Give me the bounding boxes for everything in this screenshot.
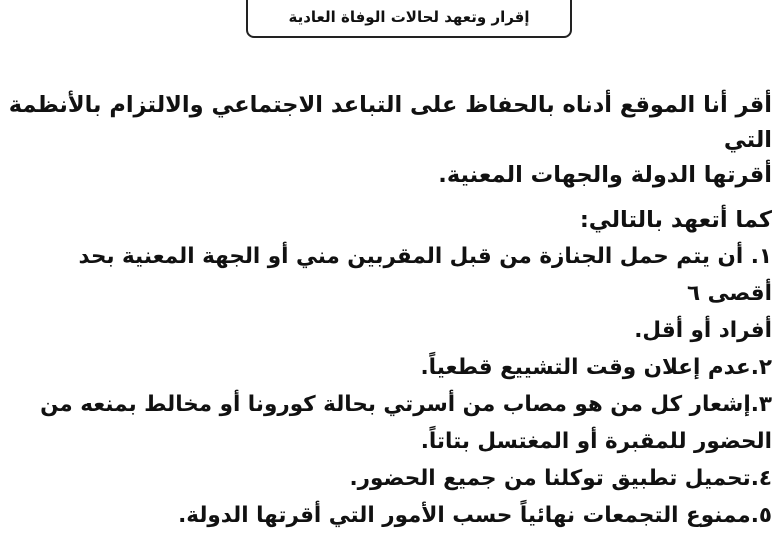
spacer [8, 193, 772, 203]
item-number: ٤. [750, 466, 772, 491]
intro-line-2: أقرتها الدولة والجهات المعنية. [438, 162, 772, 188]
item-number: ٥. [750, 503, 772, 528]
item-text: أفراد أو أقل. [634, 318, 772, 343]
list-item [8, 349, 772, 386]
list-item-continuation [8, 423, 772, 460]
item-text: الحضور للمقبرة أو المغتسل بتاتاً. [420, 429, 772, 454]
list-item-continuation [8, 312, 772, 349]
item-text: عدم إعلان وقت التشييع قطعياً. [420, 355, 751, 380]
item-number: ٣. [750, 392, 772, 417]
item-number: ١. [750, 244, 772, 269]
document-title: إقرار وتعهد لحالات الوفاة العادية [288, 8, 530, 26]
list-item [8, 497, 772, 534]
list-item [8, 460, 772, 497]
item-text: إشعار كل من هو مصاب من أسرتي بحالة كورونا أو مخالط بمنعه من [40, 392, 751, 417]
item-number: ٢. [750, 355, 772, 380]
item-text: تحميل تطبيق توكلنا من جميع الحضور. [349, 466, 751, 491]
item-text: أن يتم حمل الجنازة من قبل المقربين مني أو الجهة المعنية بحد أقصى ٦ [78, 244, 772, 306]
title-box [246, 0, 572, 38]
intro-line-1: أقر أنا الموقع أدناه بالحفاظ على التباعد الاجتماعي والالتزام بالأنظمة التي [8, 92, 772, 153]
document-body [8, 88, 772, 534]
pledge-heading: كما أتعهد بالتالي: [579, 207, 772, 233]
list-item [8, 238, 772, 312]
pledge-list [8, 238, 772, 534]
list-item [8, 386, 772, 423]
item-text: ممنوع التجمعات نهائياً حسب الأمور التي أقرتها الدولة. [178, 503, 751, 528]
